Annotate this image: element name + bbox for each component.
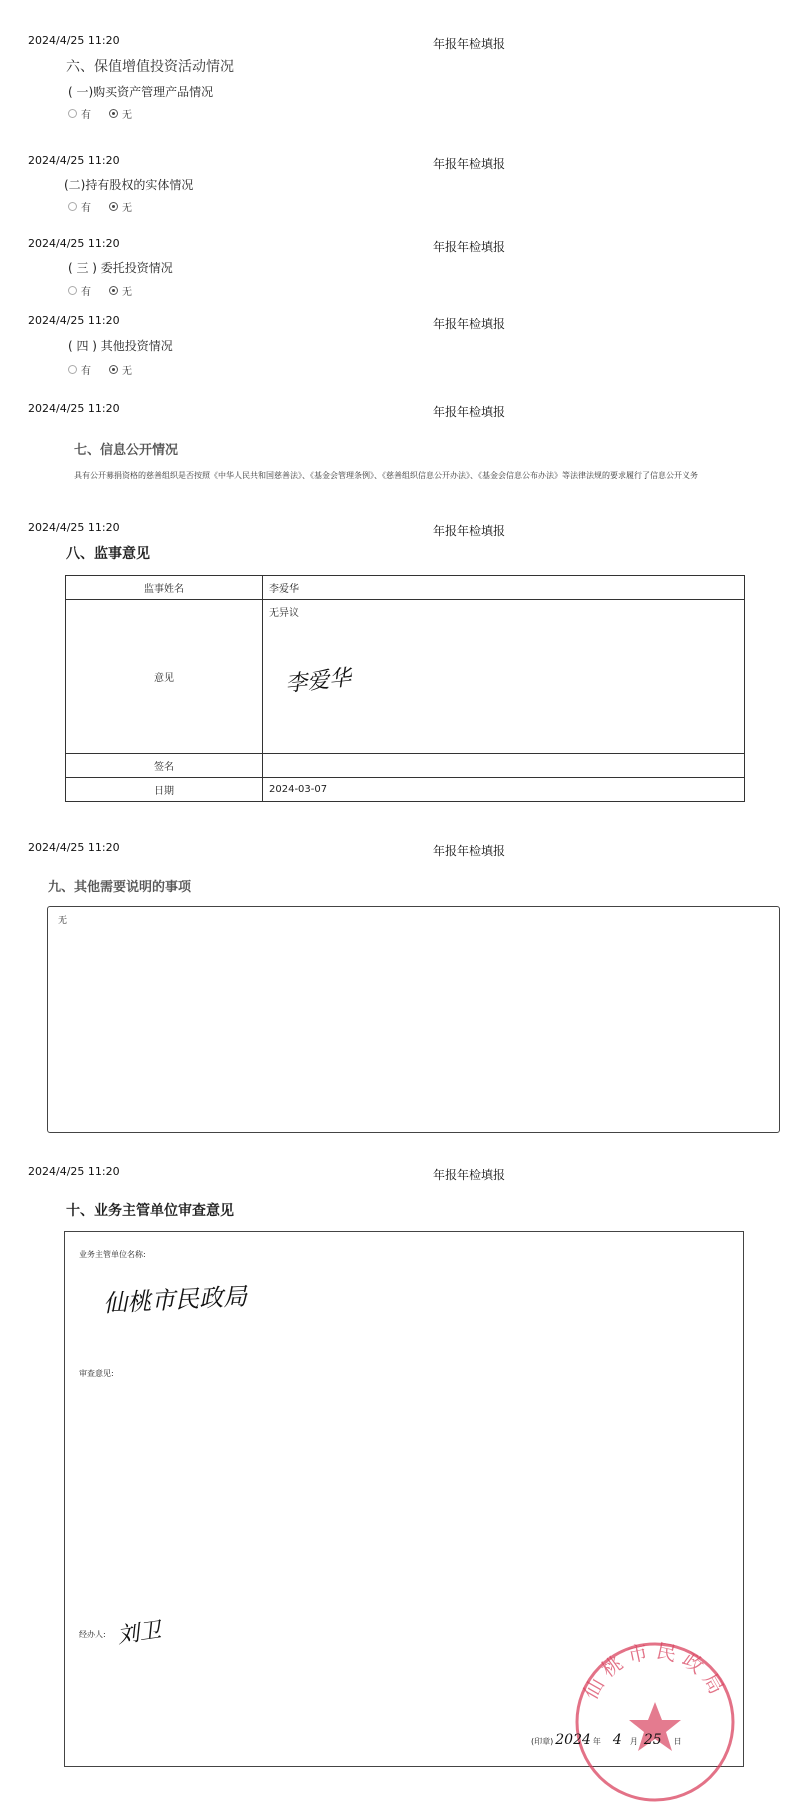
print-date: 2024/4/25 11:20 (28, 402, 120, 415)
print-date: 2024/4/25 11:20 (28, 841, 120, 854)
section10-title: 十、业务主管单位审查意见 (66, 1203, 234, 1219)
section7-text: 具有公开募捐资格的慈善组织是否按照《中华人民共和国慈善法》、《基金会管理条例》、《慈善组织信息公开办法》、《基金会信息公布办法》等法律法规的要求履行了信息公开义务 (74, 471, 698, 480)
section9-title: 九、其他需要说明的事项 (48, 880, 192, 895)
print-date: 2024/4/25 11:20 (28, 34, 120, 47)
year-label: 年 (592, 1737, 601, 1746)
print-title: 年报年检填报 (433, 317, 506, 331)
print-date: 2024/4/25 11:20 (28, 521, 120, 534)
radio-group-asset-products (68, 106, 146, 121)
handler-label: 经办人: (79, 1630, 106, 1639)
section8-title: 八、监事意见 (66, 546, 150, 562)
radio-no-label: 无 (122, 287, 132, 298)
unit-name-handwritten: 仙桃市民政局 (102, 1282, 248, 1318)
radio-no-label: 无 (122, 366, 132, 377)
table-row (66, 754, 745, 778)
radio-yes-label: 有 (81, 366, 91, 377)
opinion-signature: 李爱华 (284, 665, 353, 698)
print-date: 2024/4/25 11:20 (28, 314, 120, 327)
opinion-cell (263, 600, 745, 754)
print-title: 年报年检填报 (433, 240, 506, 254)
seal-label: (印章) (531, 1737, 554, 1746)
radio-yes[interactable] (68, 202, 77, 211)
svg-text:仙桃市民政局: 仙桃市民政局 (578, 1640, 732, 1704)
table-row (66, 576, 745, 600)
supervisor-name-label: 监事姓名 (66, 576, 263, 600)
radio-no[interactable] (109, 202, 118, 211)
radio-yes[interactable] (68, 365, 77, 374)
year-handwritten: 2024 (555, 1732, 591, 1748)
radio-group-equity-entities (68, 199, 146, 214)
section6-title: 六、保值增值投资活动情况 (66, 59, 234, 75)
radio-yes-label: 有 (81, 287, 91, 298)
unit-name-label: 业务主管单位名称: (79, 1250, 146, 1259)
handler-signature: 刘卫 (115, 1618, 163, 1649)
radio-yes-label: 有 (81, 110, 91, 121)
review-opinion-label: 审查意见: (79, 1369, 114, 1378)
item-asset-products-label: ( 一)购买资产管理产品情况 (68, 85, 214, 99)
day-handwritten: 25 (643, 1732, 662, 1748)
radio-yes[interactable] (68, 109, 77, 118)
print-date: 2024/4/25 11:20 (28, 154, 120, 167)
print-title: 年报年检填报 (433, 524, 506, 538)
radio-no-label: 无 (122, 203, 132, 214)
print-title: 年报年检填报 (433, 37, 506, 51)
radio-yes-label: 有 (81, 203, 91, 214)
radio-no[interactable] (109, 365, 118, 374)
day-label: 日 (673, 1737, 682, 1746)
date-label: 日期 (66, 778, 263, 802)
radio-yes[interactable] (68, 286, 77, 295)
month-label: 月 (629, 1737, 638, 1746)
item-entrusted-investment-label: ( 三 ) 委托投资情况 (68, 261, 173, 275)
review-box (64, 1231, 744, 1767)
item-other-investment-label: ( 四 ) 其他投资情况 (68, 339, 173, 353)
print-date: 2024/4/25 11:20 (28, 1165, 120, 1178)
radio-no-label: 无 (122, 110, 132, 121)
print-title: 年报年检填报 (433, 1168, 506, 1182)
other-matters-content: 无 (58, 916, 68, 926)
print-title: 年报年检填报 (433, 844, 506, 858)
radio-group-entrusted-investment (68, 283, 146, 298)
opinion-label: 意见 (66, 600, 263, 754)
table-row (66, 600, 745, 754)
sign-label: 签名 (66, 754, 263, 778)
seal-date-line (531, 1732, 682, 1748)
radio-group-other-investment (68, 362, 146, 377)
supervisor-table (65, 575, 745, 802)
table-row (66, 778, 745, 802)
item-equity-entities-label: (二)持有股权的实体情况 (64, 178, 194, 192)
month-handwritten: 4 (612, 1732, 622, 1748)
official-seal-icon (573, 1640, 737, 1804)
print-title: 年报年检填报 (433, 405, 506, 419)
supervisor-name-value: 李爱华 (263, 576, 745, 600)
radio-no[interactable] (109, 109, 118, 118)
opinion-text: 无异议 (269, 608, 299, 619)
sign-value (263, 754, 745, 778)
other-matters-box (47, 906, 780, 1133)
section7-title: 七、信息公开情况 (74, 443, 179, 458)
print-title: 年报年检填报 (433, 157, 506, 171)
date-value: 2024-03-07 (263, 778, 745, 802)
print-date: 2024/4/25 11:20 (28, 237, 120, 250)
radio-no[interactable] (109, 286, 118, 295)
